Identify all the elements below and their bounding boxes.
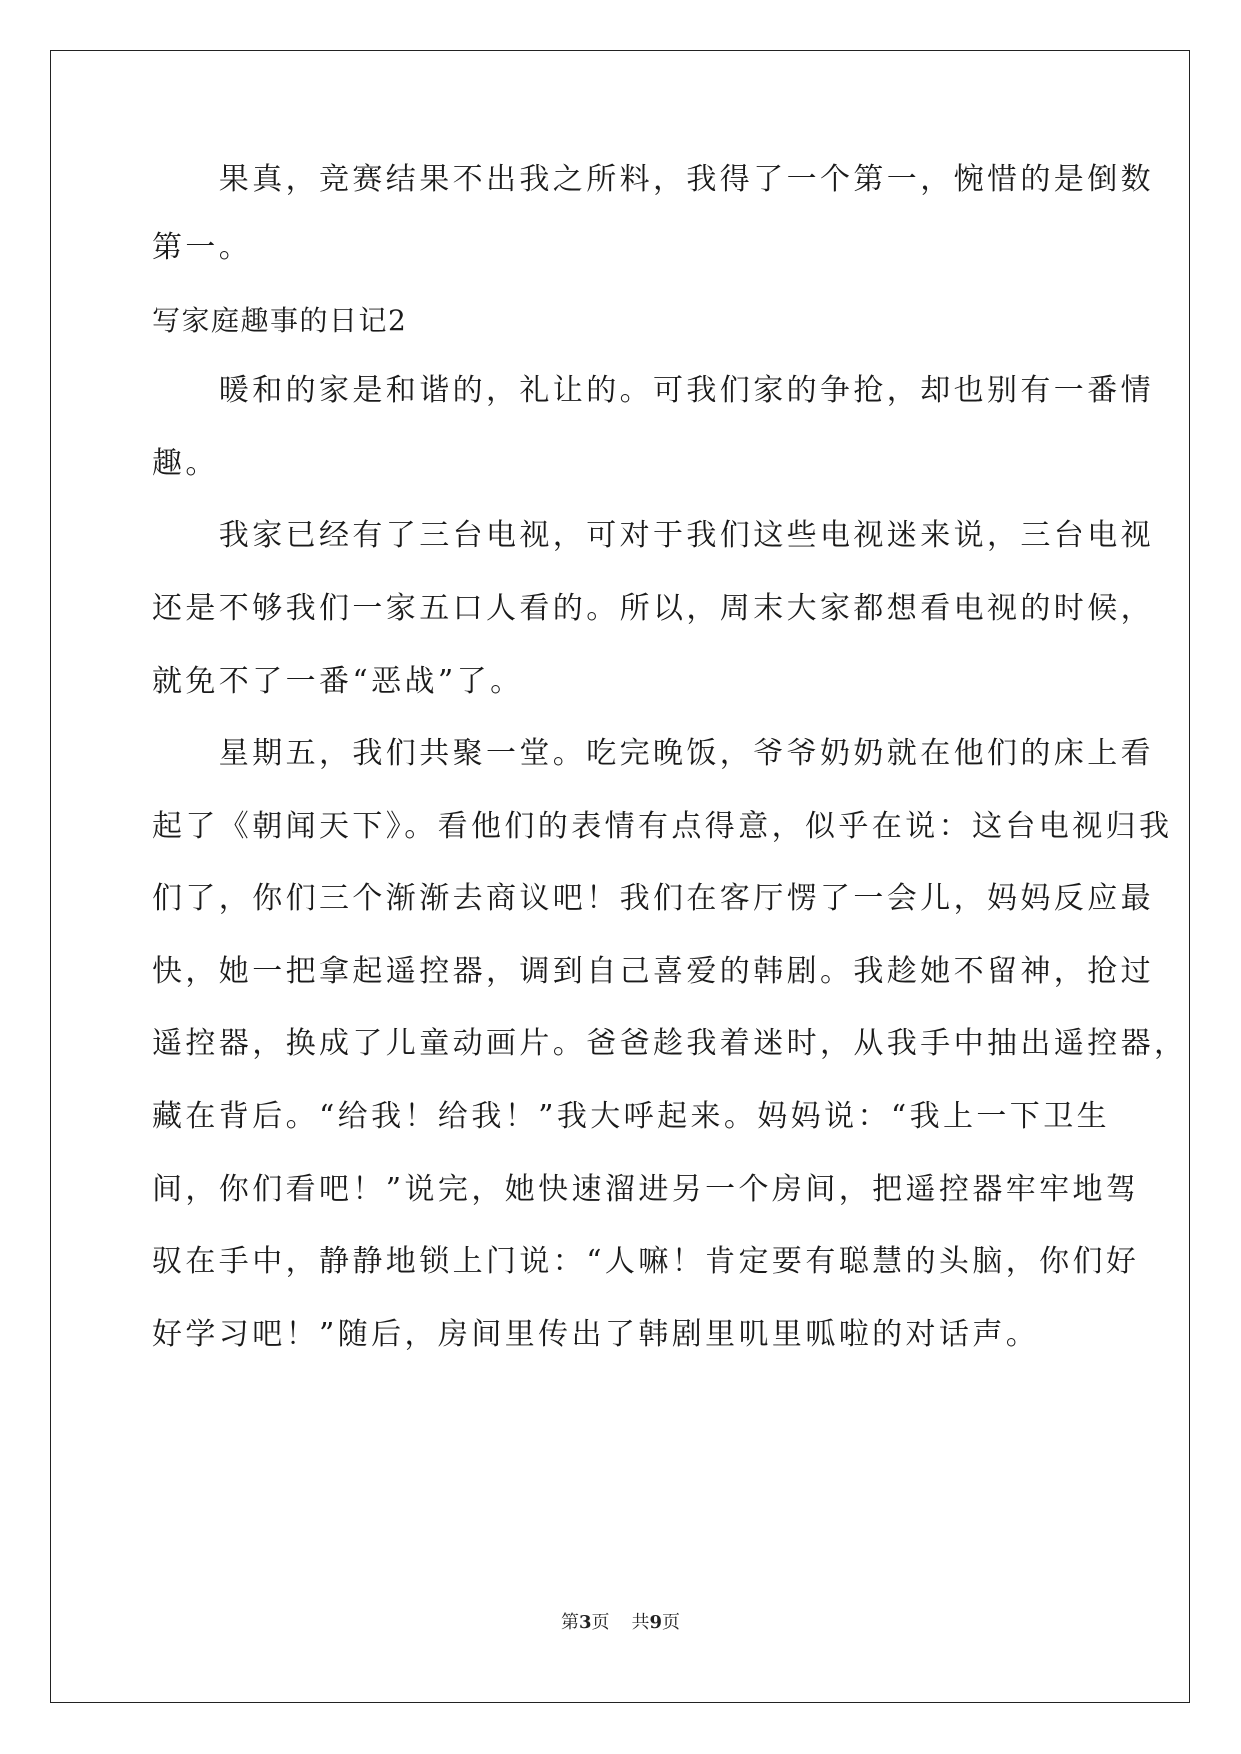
text-line: 星期五，我们共聚一堂。吃完晚饭，爷爷奶奶就在他们的床上看 (152, 736, 1154, 771)
text-line: 遥控器，换成了儿童动画片。爸爸趁我着迷时，从我手中抽出遥控器， (152, 1026, 1188, 1061)
total-suffix: 页 (662, 1612, 681, 1633)
current-page-number: 3 (578, 1612, 592, 1633)
total-prefix: 共 (631, 1612, 650, 1633)
text-line: 我家已经有了三台电视，可对于我们这些电视迷来说，三台电视 (152, 518, 1154, 553)
text-line: 驭在手中，静静地锁上门说：“人嘛！肯定要有聪慧的头脑，你们好 (152, 1244, 1140, 1279)
text-line: 藏在背后。“给我！给我！”我大呼起来。妈妈说：“我上一下卫生 (152, 1099, 1111, 1134)
text-line: 就免不了一番“恶战”了。 (152, 664, 524, 699)
text-line: 趣。 (152, 446, 219, 481)
text-line: 间，你们看吧！”说完，她快速溜进另一个房间，把遥控器牢牢地驾 (152, 1172, 1140, 1207)
page-footer (0, 1611, 1241, 1635)
page-suffix: 页 (591, 1612, 610, 1633)
text-line: 还是不够我们一家五口人看的。所以，周末大家都想看电视的时候， (152, 591, 1154, 626)
text-line: 好学习吧！”随后，房间里传出了韩剧里叽里呱啦的对话声。 (152, 1317, 1040, 1352)
text-line: 起了《朝闻天下》。看他们的表情有点得意，似乎在说：这台电视归我 (152, 809, 1173, 844)
section-heading: 写家庭趣事的日记2 (152, 304, 408, 337)
total-pages-number: 9 (649, 1612, 663, 1633)
text-line: 暖和的家是和谐的，礼让的。可我们家的争抢，却也别有一番情 (152, 373, 1154, 408)
page-prefix: 第 (560, 1612, 579, 1633)
text-line: 果真，竞赛结果不出我之所料，我得了一个第一，惋惜的是倒数 (152, 162, 1154, 197)
page-border (50, 50, 1190, 1703)
text-line: 快，她一把拿起遥控器，调到自己喜爱的韩剧。我趁她不留神，抢过 (152, 954, 1154, 989)
text-line: 们了，你们三个渐渐去商议吧！我们在客厅愣了一会儿，妈妈反应最 (152, 881, 1154, 916)
text-line: 第一。 (152, 230, 253, 265)
